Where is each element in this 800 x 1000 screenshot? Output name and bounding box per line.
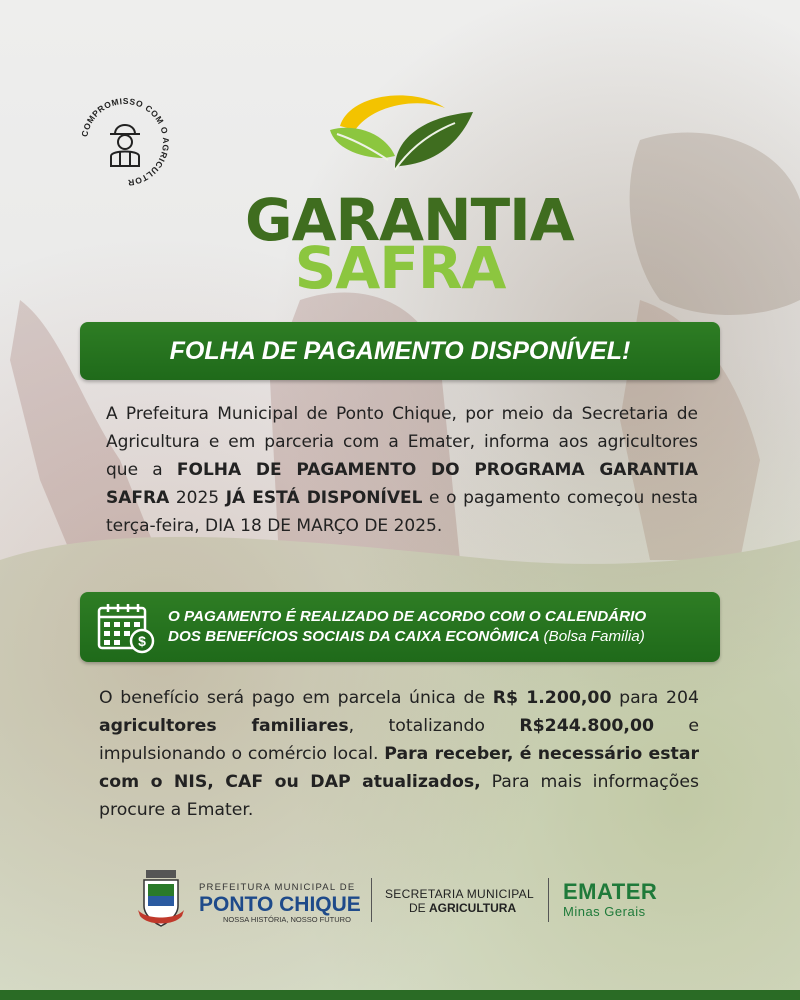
intro-text-2: 2025 bbox=[169, 488, 226, 508]
intro-paragraph bbox=[106, 400, 698, 540]
calendar-notice-line2: DOS BENEFÍCIOS SOCIAIS DA CAIXA ECONÔMICA bbox=[168, 628, 544, 645]
logo-sun-leaves-icon bbox=[245, 78, 555, 198]
intro-text-3: e o pagamento começou nesta terça-feira, DIA 18 DE MARÇO DE 2025. bbox=[106, 488, 698, 536]
ponto-chique-name: PONTO CHIQUE bbox=[199, 893, 361, 916]
calendar-notice-bolsa: (Bolsa Familia) bbox=[543, 628, 645, 645]
compromisso-badge bbox=[75, 92, 175, 192]
farmer-icon bbox=[110, 125, 140, 166]
emater-subtitle: Minas Gerais bbox=[563, 904, 646, 919]
details-text-1: O benefício será pago em parcela única de bbox=[99, 688, 493, 708]
intro-bold-disponivel: JÁ ESTÁ DISPONÍVEL bbox=[225, 488, 423, 508]
badge-ring-text: COMPROMISSO COM O AGRICULTOR bbox=[79, 95, 172, 188]
prefeitura-label: PREFEITURA MUNICIPAL DE bbox=[199, 882, 356, 893]
calendar-notice-line1: O PAGAMENTO É REALIZADO DE ACORDO COM O CALENDÁRIO bbox=[168, 608, 647, 625]
secretaria-line2 bbox=[409, 901, 516, 915]
headline-banner bbox=[80, 322, 720, 380]
details-amount: R$ 1.200,00 bbox=[492, 688, 612, 708]
details-text-4: e impulsionando o comércio local. bbox=[99, 716, 699, 764]
calendar-notice-banner bbox=[80, 592, 720, 662]
secretaria-prefix: DE bbox=[409, 901, 430, 915]
secretaria-line1: SECRETARIA MUNICIPAL bbox=[385, 887, 534, 901]
intro-text-1: A Prefeitura Municipal de Ponto Chique, por meio da Secretaria de Agricultura e em parceria com a Emater, informa aos agricultores que a bbox=[106, 404, 698, 480]
emater-logo: EMATER bbox=[563, 879, 658, 904]
intro-bold-folha: FOLHA DE PAGAMENTO DO PROGRAMA GARANTIA SAFRA bbox=[106, 460, 698, 508]
bottom-bar bbox=[0, 990, 800, 1000]
secretaria-agricultura: AGRICULTURA bbox=[429, 901, 517, 915]
prefeitura-motto: NOSSA HISTÓRIA, NOSSO FUTURO bbox=[223, 915, 351, 924]
headline-text: FOLHA DE PAGAMENTO DISPONÍVEL! bbox=[169, 336, 631, 365]
details-paragraph bbox=[99, 684, 699, 824]
logo-word-garantia: GARANTIA bbox=[245, 186, 574, 254]
calendar-money-icon bbox=[96, 602, 156, 654]
svg-text:COMPROMISSO COM O AGRICULTOR bbox=[79, 96, 171, 188]
municipal-crest-icon bbox=[136, 870, 186, 930]
details-text-5: Para mais informações procure a Emater. bbox=[99, 772, 700, 820]
details-agricultores: agricultores familiares bbox=[99, 716, 349, 736]
details-requirements: Para receber, é necessário estar com o NIS, CAF ou DAP atualizados, bbox=[99, 744, 699, 792]
garantia-safra-logo bbox=[245, 78, 574, 302]
footer-divider bbox=[548, 878, 549, 922]
svg-text:$: $ bbox=[138, 633, 146, 649]
footer-divider bbox=[371, 878, 372, 922]
details-text-3: , totalizando bbox=[348, 716, 520, 736]
logo-word-safra: SAFRA bbox=[294, 234, 506, 302]
calendar-notice-text bbox=[168, 607, 713, 647]
details-text-2: para 204 bbox=[611, 688, 699, 708]
details-total: R$244.800,00 bbox=[519, 716, 654, 736]
